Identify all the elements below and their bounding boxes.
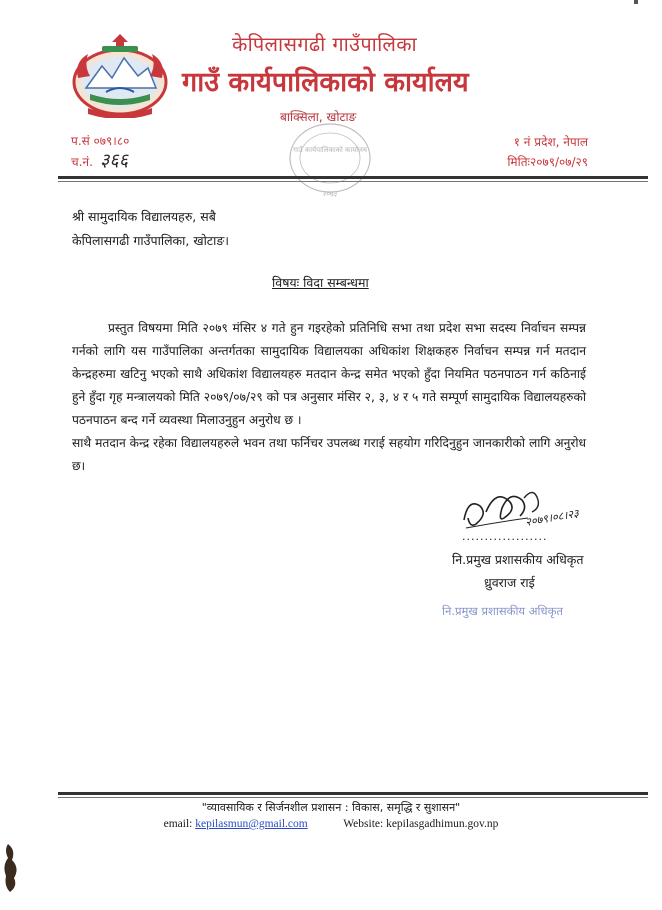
signature-line: ................... <box>462 530 548 543</box>
header-divider <box>58 176 648 179</box>
signatory-stamp: नि.प्रमुख प्रशासकीय अधिकृत <box>442 604 563 618</box>
recipient-line-2: केपिलासगढी गाउँपालिका, खोटाङ। <box>72 233 230 248</box>
signatory-name: ध्रुवराज राई <box>484 575 535 590</box>
footer-divider-thin <box>58 797 648 798</box>
svg-text:२०७९।०८।२३: २०७९।०८।२३ <box>524 506 580 529</box>
footer-divider <box>58 792 648 795</box>
signatory-title: नि.प्रमुख प्रशासकीय अधिकृत <box>452 552 584 567</box>
office-title: गाउँ कार्यपालिकाको कार्यालय <box>182 67 469 98</box>
svg-text:२०७३: २०७३ <box>322 190 338 198</box>
handwritten-signature <box>458 478 588 538</box>
letter-date: मितिः२०७९/०७/२९ <box>507 155 588 169</box>
office-name: केपिलासगढी गाउँपालिका <box>232 32 418 56</box>
dispatch-number-value: ३६६ <box>100 150 129 171</box>
recipient-line-1: श्री सामुदायिक विद्यालयहरु, सबै <box>72 209 216 224</box>
letter-subject: विषयः विदा सम्बन्धमा <box>272 275 369 290</box>
website-link[interactable]: kepilasgadhimun.gov.np <box>386 818 499 830</box>
nepal-emblem-logo <box>68 32 172 118</box>
province: १ नं प्रदेश, नेपाल <box>513 135 588 149</box>
office-address: बाक्सिला, खोटाङ <box>280 110 357 124</box>
letter-body <box>72 317 586 478</box>
footer-slogan: "व्यावसायिक र सिर्जनशील प्रशासन : विकास, समृद्धि र सुशासन" <box>201 801 461 814</box>
svg-text:गाउँ कार्यपालिकाको कार्यालय: गाउँ कार्यपालिकाको कार्यालय <box>293 146 367 154</box>
email-link[interactable]: kepilasmun@gmail.com <box>195 818 308 830</box>
scan-artifact <box>0 842 26 894</box>
body-paragraph-1: प्रस्तुत विषयमा मिति २०७९ मंसिर ४ गते हुन गइरहेको प्रतिनिधि सभा तथा प्रदेश सभा सदस्य निर्वाचन सम्पन्न गर्नको लागि यस गाउँपालिका अन्तर्गतका सामुदायिक विद्यालयका अधिकांश शिक्षकहरु निर्वाचन सम्पन्न गर्न मतदान केन्द्रहरुमा खटिनु भएको साथै अधिकांश विद्यालयहरु मतदान केन्द्र समेत भएको हुँदा नियमित पठनपाठन गर्न कठिनाई हुने हुँदा गृह मन्त्रालयको मिति २०७९/०७/२९ को पत्र अनुसार मंसिर २, ३, ४ र ५ गते सम्पूर्ण सामुदायिक विद्यालयहरुको पठनपाठन बन्द गर्ने व्यवस्था मिलाउनुहुन अनुरोध छ । <box>72 321 586 427</box>
body-paragraph-2: साथै मतदान केन्द्र रहेका विद्यालयहरुले भवन तथा फर्निचर उपलब्ध गराई सहयोग गरिदिनुहुन जानकारीको लागि अनुरोध छ। <box>72 436 586 473</box>
office-stamp <box>270 116 390 206</box>
header-divider-thin <box>58 181 648 182</box>
dispatch-number-label: च.नं. <box>71 155 93 169</box>
reference-number: प.सं ०७९।८० <box>71 134 130 148</box>
scan-dot <box>634 0 638 4</box>
website-label: Website: <box>343 818 384 830</box>
email-label: email: <box>163 818 193 830</box>
footer-contact <box>0 818 662 830</box>
